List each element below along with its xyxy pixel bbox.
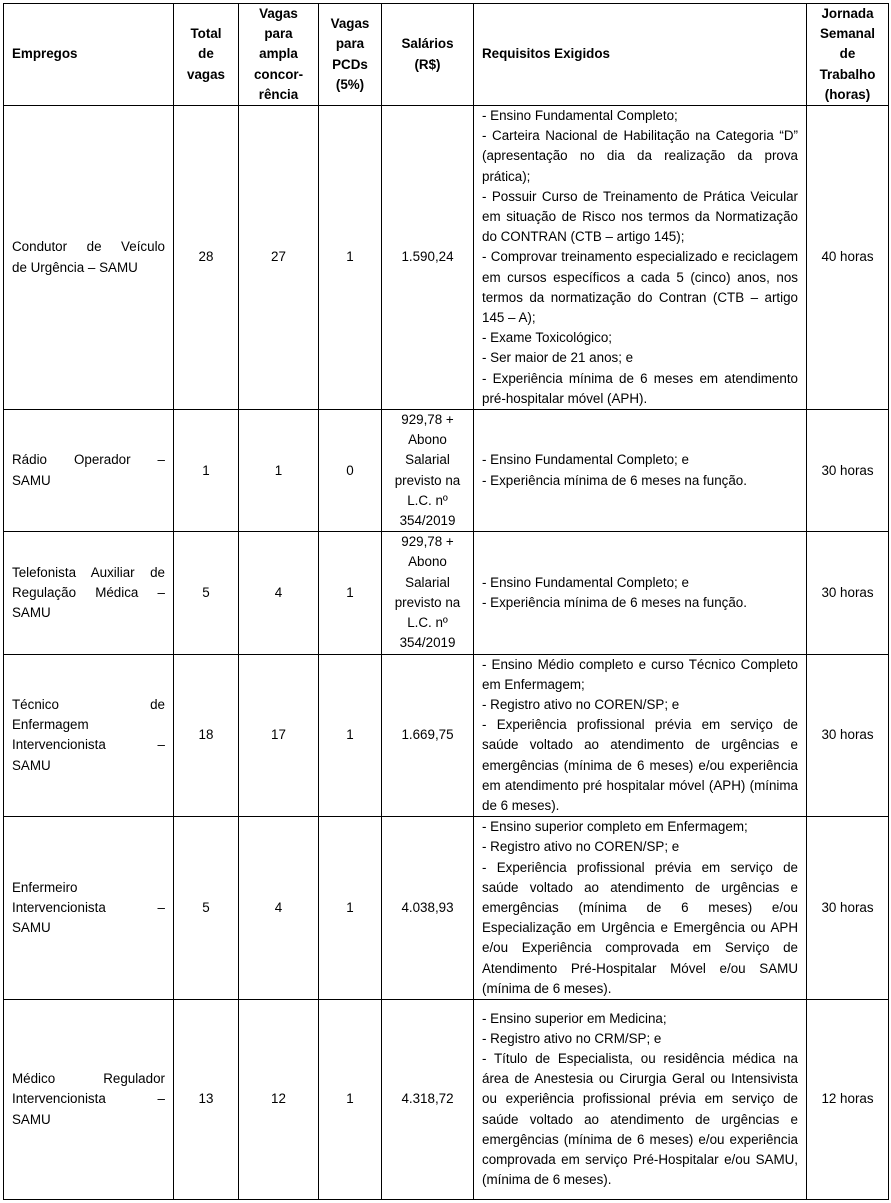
header-line: para (264, 26, 293, 42)
salario-line: 929,78 + (401, 534, 454, 550)
pcd-cell: 1 (319, 654, 382, 817)
emprego-cell (4, 106, 174, 410)
salario-line: Salarial (405, 574, 450, 590)
emprego-line: SAMU (12, 920, 51, 936)
header-line: de (839, 46, 856, 62)
jornada-cell: 30 horas (807, 532, 889, 654)
header-line: ampla (259, 46, 298, 62)
salario-line: 354/2019 (399, 635, 456, 651)
requisito-item: - Experiência profissional prévia em serviço de saúde voltado ao atendimento de urgências e emergências (mínima de 6 meses) e/ou Especialização em Urgência e Emergência ou APH e/ou Experiência comprovada em Serviço de Atendimento Pré-Hospitalar Móvel e/ou SAMU (mínima de 6 meses). (482, 859, 798, 996)
requisito-item: - Ensino superior em Medicina; (482, 1010, 667, 1026)
header-empregos: Empregos (4, 4, 174, 106)
requisitos-cell (474, 654, 807, 817)
salario-line: previsto na (394, 472, 461, 488)
total-cell: 5 (174, 532, 239, 654)
total-cell: 13 (174, 999, 239, 1199)
requisito-item: - Registro ativo no COREN/SP; e (482, 839, 680, 855)
emprego-line: SAMU (12, 604, 51, 620)
requisito-item: - Ensino Médio completo e curso Técnico Completo em Enfermagem; (482, 656, 798, 692)
requisitos-cell (474, 106, 807, 410)
total-cell: 28 (174, 106, 239, 410)
table-row (4, 532, 889, 654)
emprego-line: Enfermagem (12, 717, 89, 733)
jornada-cell: 30 horas (807, 410, 889, 532)
emprego-line: Médico Regulador (12, 1071, 165, 1087)
requisito-item: - Ser maior de 21 anos; e (482, 350, 634, 366)
header-line: (horas) (824, 86, 871, 102)
header-line: Vagas (259, 6, 298, 21)
salario-cell (382, 410, 474, 532)
total-cell: 5 (174, 817, 239, 1000)
header-line: (R$) (414, 56, 441, 72)
header-line: de (198, 46, 214, 62)
header-line: concor- (253, 66, 304, 82)
header-row (4, 4, 889, 106)
emprego-line: Intervencionista – (12, 737, 165, 753)
emprego-line: SAMU (12, 757, 51, 773)
header-total-vagas (174, 4, 239, 106)
header-line: Jornada (821, 6, 874, 21)
requisito-item: - Experiência mínima de 6 meses na função. (482, 472, 747, 488)
salario-line: previsto na (394, 594, 461, 610)
salario-cell (382, 654, 474, 817)
header-line: Vagas (330, 16, 370, 32)
requisito-item: - Experiência profissional prévia em serviço de saúde voltado ao atendimento de urgências e emergências (mínima de 6 meses) e/ou experiência em atendimento pré hospitalar móvel (APH) (mínima de 6 meses). (482, 717, 798, 813)
requisito-item: - Experiência mínima de 6 meses em atendimento pré-hospitalar móvel (APH). (482, 370, 798, 406)
header-jornada (807, 4, 889, 106)
ampla-cell: 17 (239, 654, 319, 817)
header-line: vagas (187, 66, 225, 82)
header-line: (5%) (335, 76, 365, 92)
header-line: Salários (401, 36, 454, 52)
requisito-item: - Carteira Nacional de Habilitação na Categoria “D” (apresentação no dia da realização da prova prática); (482, 128, 798, 184)
salario-cell (382, 532, 474, 654)
table-row (4, 654, 889, 817)
header-line: Trabalho (819, 66, 876, 82)
emprego-cell (4, 817, 174, 1000)
header-salarios (382, 4, 474, 106)
emprego-cell (4, 410, 174, 532)
salario-line: 354/2019 (399, 513, 456, 529)
salario-cell (382, 999, 474, 1199)
requisito-item: - Ensino Fundamental Completo; e (482, 574, 689, 590)
salario-line: 1.590,24 (401, 249, 454, 265)
requisito-item: - Registro ativo no CRM/SP; e (482, 1030, 662, 1046)
salario-cell (382, 817, 474, 1000)
emprego-cell (4, 532, 174, 654)
jornada-cell: 40 horas (807, 106, 889, 410)
salario-line: 4.038,93 (401, 899, 454, 915)
emprego-line: Enfermeiro (12, 879, 78, 895)
emprego-line: Intervencionista – (12, 899, 165, 915)
emprego-cell (4, 654, 174, 817)
salario-line: L.C. nº (407, 615, 448, 631)
requisitos-cell (474, 817, 807, 1000)
requisitos-cell (474, 532, 807, 654)
table-row (4, 817, 889, 1000)
emprego-line: Condutor de Veículo (12, 239, 165, 255)
jornada-cell: 30 horas (807, 654, 889, 817)
emprego-line: Rádio Operador – (12, 452, 165, 468)
ampla-cell: 4 (239, 532, 319, 654)
header-line: Semanal (819, 26, 876, 42)
salario-line: Salarial (405, 452, 450, 468)
header-line: Total (190, 26, 222, 42)
emprego-line: Regulação Médica – (12, 584, 165, 600)
requisito-item: - Registro ativo no COREN/SP; e (482, 696, 680, 712)
table-row (4, 106, 889, 410)
header-vagas-pcd (319, 4, 382, 106)
requisito-item: - Exame Toxicológico; (482, 330, 612, 346)
header-requisitos: Requisitos Exigidos (474, 4, 807, 106)
salario-line: L.C. nº (407, 492, 448, 508)
pcd-cell: 1 (319, 532, 382, 654)
jornada-cell: 30 horas (807, 817, 889, 1000)
ampla-cell: 1 (239, 410, 319, 532)
header-line: para (335, 36, 365, 52)
total-cell: 1 (174, 410, 239, 532)
emprego-cell (4, 999, 174, 1199)
pcd-cell: 0 (319, 410, 382, 532)
emprego-line: Técnico de (12, 696, 165, 712)
requisitos-cell (474, 410, 807, 532)
ampla-cell: 4 (239, 817, 319, 1000)
emprego-line: de Urgência – SAMU (12, 259, 138, 275)
requisito-item: - Título de Especialista, ou residência médica na área de Anestesia ou Cirurgia Geral ou Intensivista ou experiência profissional prévia em serviço de saúde voltado ao atendimento de urgências e emergências (mínima de 6 meses) e/ou experiência comprovada em serviço Pré-Hospitalar e/ou SAMU, (mínima de 6 meses). (482, 1050, 798, 1188)
requisito-item: - Ensino superior completo em Enfermagem; (482, 819, 748, 835)
requisito-item: - Comprovar treinamento especializado e reciclagem em cursos específicos a cada 5 (cinco) anos, nos termos da normatização do Contran (CTB – artigo 145 – A); (482, 249, 798, 326)
pcd-cell: 1 (319, 817, 382, 1000)
jornada-cell: 12 horas (807, 999, 889, 1199)
salario-cell (382, 106, 474, 410)
emprego-line: SAMU (12, 1111, 51, 1127)
salario-line: 929,78 + (401, 412, 454, 428)
header-line: PCDs (332, 56, 368, 72)
total-cell: 18 (174, 654, 239, 817)
header-vagas-ampla (239, 4, 319, 106)
salario-line: Abono (408, 432, 447, 448)
salario-line: Abono (408, 554, 447, 570)
requisito-item: - Experiência mínima de 6 meses na função. (482, 594, 747, 610)
emprego-line: SAMU (12, 472, 51, 488)
vacancy-table (3, 3, 889, 1200)
pcd-cell: 1 (319, 106, 382, 410)
requisitos-cell (474, 999, 807, 1199)
ampla-cell: 12 (239, 999, 319, 1199)
requisito-item: - Ensino Fundamental Completo; (482, 108, 678, 124)
salario-line: 1.669,75 (401, 727, 454, 743)
emprego-line: Intervencionista – (12, 1091, 165, 1107)
ampla-cell: 27 (239, 106, 319, 410)
table-row (4, 410, 889, 532)
pcd-cell: 1 (319, 999, 382, 1199)
header-line: rência (258, 86, 299, 102)
salario-line: 4.318,72 (401, 1091, 454, 1107)
emprego-line: Telefonista Auxiliar de (12, 564, 165, 580)
requisito-item: - Possuir Curso de Treinamento de Prática Veicular em situação de Risco nos termos da Normatização do CONTRAN (CTB – artigo 145); (482, 188, 798, 245)
table-row (4, 999, 889, 1199)
requisito-item: - Ensino Fundamental Completo; e (482, 452, 689, 468)
